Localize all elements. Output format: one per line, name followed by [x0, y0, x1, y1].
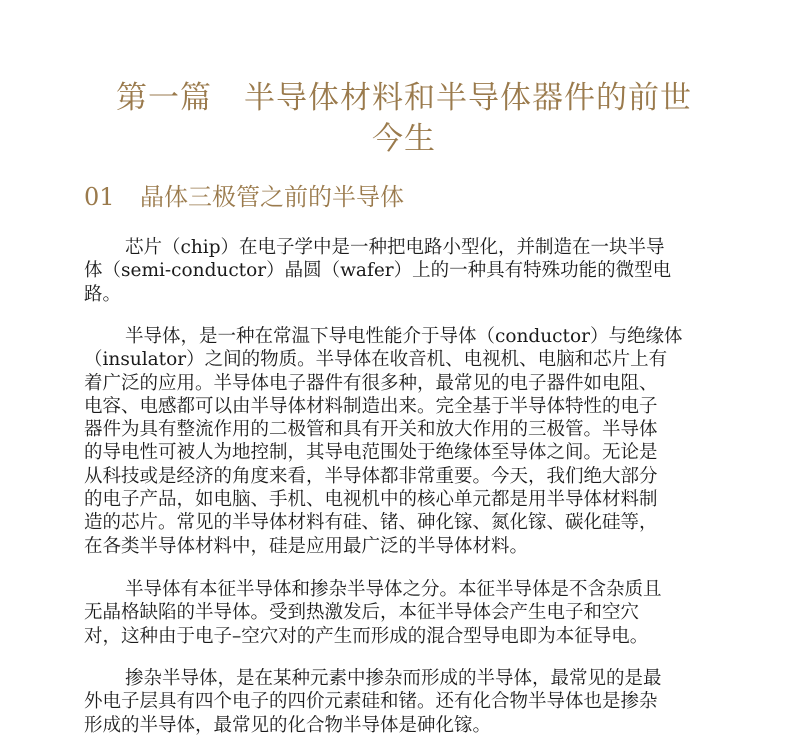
paragraph-line: 半导体有本征半导体和掺杂半导体之分。本征半导体是不含杂质且	[125, 579, 662, 600]
section-title: 晶体三极管之前的半导体	[140, 183, 404, 211]
paragraph-line: （insulator）之间的物质。半导体在收音机、电视机、电脑和芯片上有	[84, 349, 668, 371]
paragraph-line: 半导体，是一种在常温下导电性能介于导体（conductor）与绝缘体	[125, 326, 683, 347]
paragraph-doped-semiconductor	[84, 667, 724, 737]
paragraph-line: 的电子产品，如电脑、手机、电视机中的核心单元都是用半导体材料制	[84, 489, 658, 511]
paragraph-line: 掺杂半导体，是在某种元素中掺杂而形成的半导体，最常见的是最	[125, 668, 662, 689]
paragraph-line: 形成的半导体，最常见的化合物半导体是砷化镓。	[84, 714, 492, 736]
paragraph-line: 从科技或是经济的角度来看，半导体都非常重要。今天，我们绝大部分	[84, 465, 658, 487]
section-number: 01	[84, 183, 115, 211]
paragraph-line: 对，这种由于电子–空穴对的产生而形成的混合型导电即为本征导电。	[84, 625, 649, 647]
paragraph-line: 芯片（chip）在电子学中是一种把电路小型化，并制造在一块半导	[125, 237, 665, 258]
paragraph-line: 的导电性可被人为地控制，其导电范围处于绝缘体至导体之间。无论是	[84, 442, 658, 464]
paragraph-line: 电容、电感都可以由半导体材料制造出来。完全基于半导体特性的电子	[84, 395, 658, 417]
paragraph-line: 着广泛的应用。半导体电子器件有很多种，最常见的电子器件如电阻、	[84, 372, 658, 394]
chapter-title-line-2: 今生	[372, 121, 436, 157]
paragraph-line: 体（semi-conductor）晶圆（wafer）上的一种具有特殊功能的微型电	[84, 260, 672, 282]
paragraph-semiconductor-definition	[84, 325, 724, 558]
paragraph-chip-definition	[84, 236, 724, 306]
paragraph-line: 造的芯片。常见的半导体材料有硅、锗、砷化镓、氮化镓、碳化硅等，	[84, 512, 658, 534]
chapter-title	[84, 78, 724, 160]
paragraph-line: 路。	[84, 283, 122, 305]
paragraph-line: 外电子层具有四个电子的四价元素硅和锗。还有化合物半导体也是掺杂	[84, 691, 658, 713]
paragraph-line: 在各类半导体材料中，硅是应用最广泛的半导体材料。	[84, 535, 529, 557]
section-heading	[84, 180, 404, 214]
paragraph-line: 器件为具有整流作用的二极管和具有开关和放大作用的三极管。半导体	[84, 419, 658, 441]
chapter-title-line-1: 第一篇 半导体材料和半导体器件的前世	[116, 80, 692, 116]
paragraph-line: 无晶格缺陷的半导体。受到热激发后，本征半导体会产生电子和空穴	[84, 602, 640, 624]
paragraph-intrinsic-doped	[84, 578, 724, 648]
